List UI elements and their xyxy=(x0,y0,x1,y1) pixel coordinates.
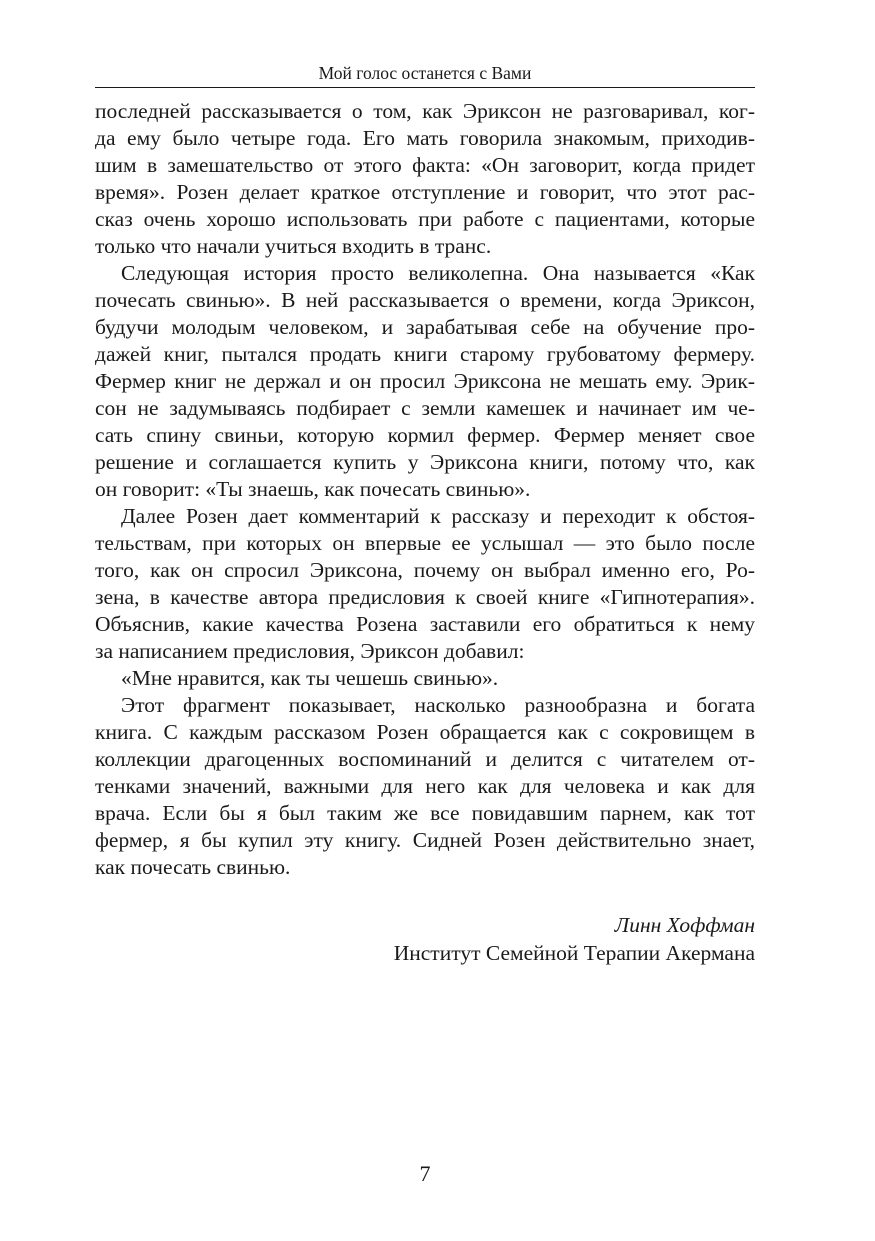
text-line: «Мне нравится, как ты чешешь свинью». xyxy=(121,666,499,690)
text-line: тельствам, при которых он впервые ее услышал — это было после xyxy=(95,531,755,555)
text-line: коллекции драгоценных воспоминаний и делится с читателем от- xyxy=(95,747,755,771)
text-line: тенками значений, важными для него как для человека и как для xyxy=(95,774,755,798)
signature-institution: Институт Семейной Терапии Акермана xyxy=(393,941,755,965)
running-head-title: Мой голос останется с Вами xyxy=(318,63,532,83)
text-line: Объяснив, какие качества Розена заставили его обратиться к нему xyxy=(95,612,755,636)
text-line: фермер, я бы купил эту книгу. Сидней Розен действительно знает, xyxy=(95,828,755,852)
text-line: время». Розен делает краткое отступление и говорит, что этот рас- xyxy=(95,180,755,204)
text-line: решение и соглашается купить у Эриксона книги, потому что, как xyxy=(95,450,755,474)
paragraph-2 xyxy=(95,260,755,503)
text-line: сказ очень хорошо использовать при работе с пациентами, которые xyxy=(95,207,755,231)
text-line: он говорит: «Ты знаешь, как почесать свинью». xyxy=(95,477,531,501)
text-line: Следующая история просто великолепна. Она называется «Как xyxy=(121,261,755,285)
text-line: за написанием предисловия, Эриксон добавил: xyxy=(95,639,525,663)
text-line: дажей книг, пытался продать книги старому грубоватому фермеру. xyxy=(95,342,755,366)
header-rule xyxy=(95,87,755,88)
text-line: сон не задумываясь подбирает с земли камешек и начинает им че- xyxy=(95,396,755,420)
text-line: зена, в качестве автора предисловия к своей книге «Гипнотерапия». xyxy=(95,585,755,609)
paragraph-1 xyxy=(95,98,755,260)
text-line: почесать свинью». В ней рассказывается о времени, когда Эриксон, xyxy=(95,288,755,312)
text-line: того, как он спросил Эриксона, почему он выбрал именно его, Ро- xyxy=(95,558,755,582)
text-line: Далее Розен дает комментарий к рассказу и переходит к обстоя- xyxy=(121,504,755,528)
signature-author: Линн Хоффман xyxy=(614,913,755,937)
text-line: врача. Если бы я был таким же все повидавшим парнем, как тот xyxy=(95,801,755,825)
text-line: книга. С каждым рассказом Розен обращается как с сокровищем в xyxy=(95,720,755,744)
text-line: Этот фрагмент показывает, насколько разнообразна и богата xyxy=(121,693,755,717)
text-line: сать спину свиньи, которую кормил фермер. Фермер меняет свое xyxy=(95,423,755,447)
paragraph-5 xyxy=(95,692,755,881)
text-line: последней рассказывается о том, как Эриксон не разговаривал, ког- xyxy=(95,99,755,123)
page-number: 7 xyxy=(419,1161,431,1186)
text-line: да ему было четыре года. Его мать говорила знакомым, приходив- xyxy=(95,126,755,150)
text-line: только что начали учиться входить в транс. xyxy=(95,234,492,258)
text-line: шим в замешательство от этого факта: «Он заговорит, когда придет xyxy=(95,153,755,177)
text-line: как почесать свинью. xyxy=(95,855,291,879)
body-text xyxy=(95,98,755,881)
paragraph-4 xyxy=(95,665,755,692)
text-line: будучи молодым человеком, и зарабатывая себе на обучение про- xyxy=(95,315,755,339)
text-line: Фермер книг не держал и он просил Эриксона не мешать ему. Эрик- xyxy=(95,369,755,393)
paragraph-3 xyxy=(95,503,755,665)
